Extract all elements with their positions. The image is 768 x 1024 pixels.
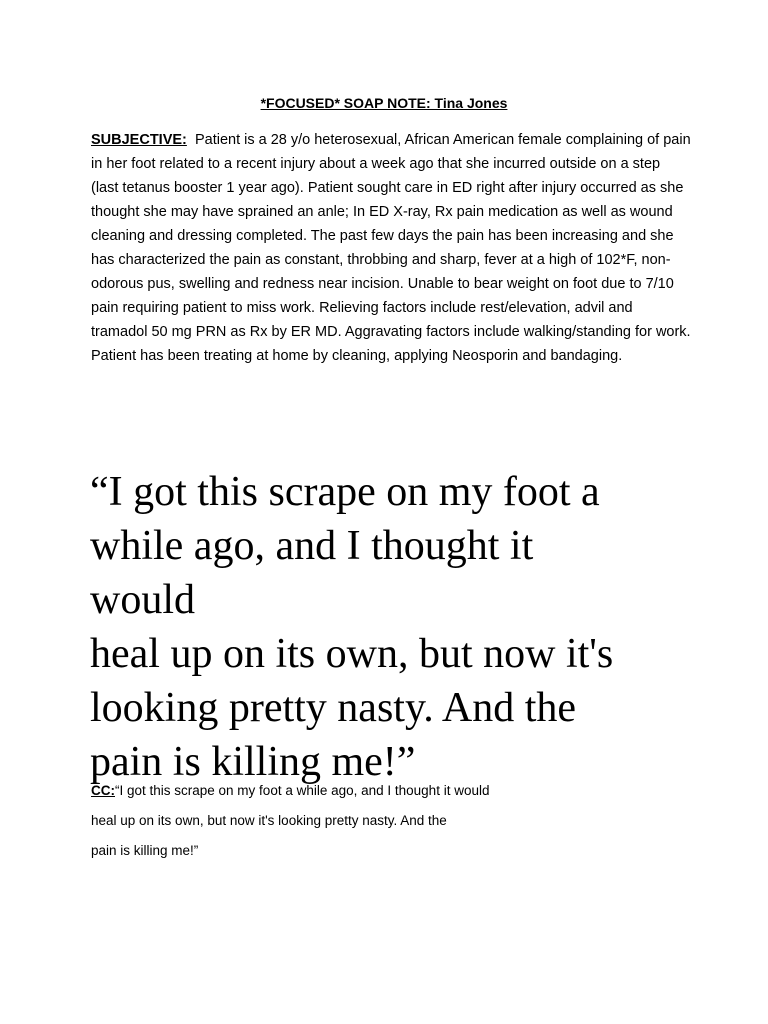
cc-label: CC: bbox=[91, 783, 115, 798]
quote-line: would bbox=[90, 577, 195, 623]
subjective-section bbox=[91, 128, 691, 368]
chief-complaint-section bbox=[91, 782, 711, 872]
subjective-text: Patient is a 28 y/o heterosexual, African American female complaining of pain in her foot related to a recent injury about a week ago that she incurred outside on a step (last tetanus booster 1 year ago). Patient sought care in ED right after injury occurred as she thought she may have sprained an anle; In ED X-ray, Rx pain medication as well as wound cleaning and dressing completed. The past few days the pain has been increasing and she has characterized the pain as constant, throbbing and sharp, fever at a high of 102*F, non-odorous pus, swelling and redness near incision. Unable to bear weight on foot due to 7/10 pain requiring patient to miss work. Relieving factors include rest/elevation, advil and tramadol 50 mg PRN as Rx by ER MD. Aggravating factors include walking/standing for work. Patient has been treating at home by cleaning, applying Neosporin and bandaging. bbox=[91, 132, 691, 364]
cc-line-1 bbox=[91, 782, 711, 812]
document-title: *FOCUSED* SOAP NOTE: Tina Jones bbox=[260, 95, 508, 111]
cc-line-2: heal up on its own, but now it's looking pretty nasty. And the bbox=[91, 813, 447, 828]
quote-line: while ago, and I thought it bbox=[90, 523, 534, 569]
subjective-label: SUBJECTIVE: bbox=[91, 132, 187, 148]
cc-text-1: “I got this scrape on my foot a while ago, and I thought it would bbox=[115, 783, 490, 798]
quote-line: pain is killing me!” bbox=[90, 739, 416, 785]
quote-line: looking pretty nasty. And the bbox=[90, 685, 577, 731]
patient-quote bbox=[90, 465, 730, 789]
quote-line: “I got this scrape on my foot a bbox=[90, 469, 600, 515]
quote-line: heal up on its own, but now it's bbox=[90, 631, 614, 677]
cc-line-3: pain is killing me!” bbox=[91, 843, 199, 858]
